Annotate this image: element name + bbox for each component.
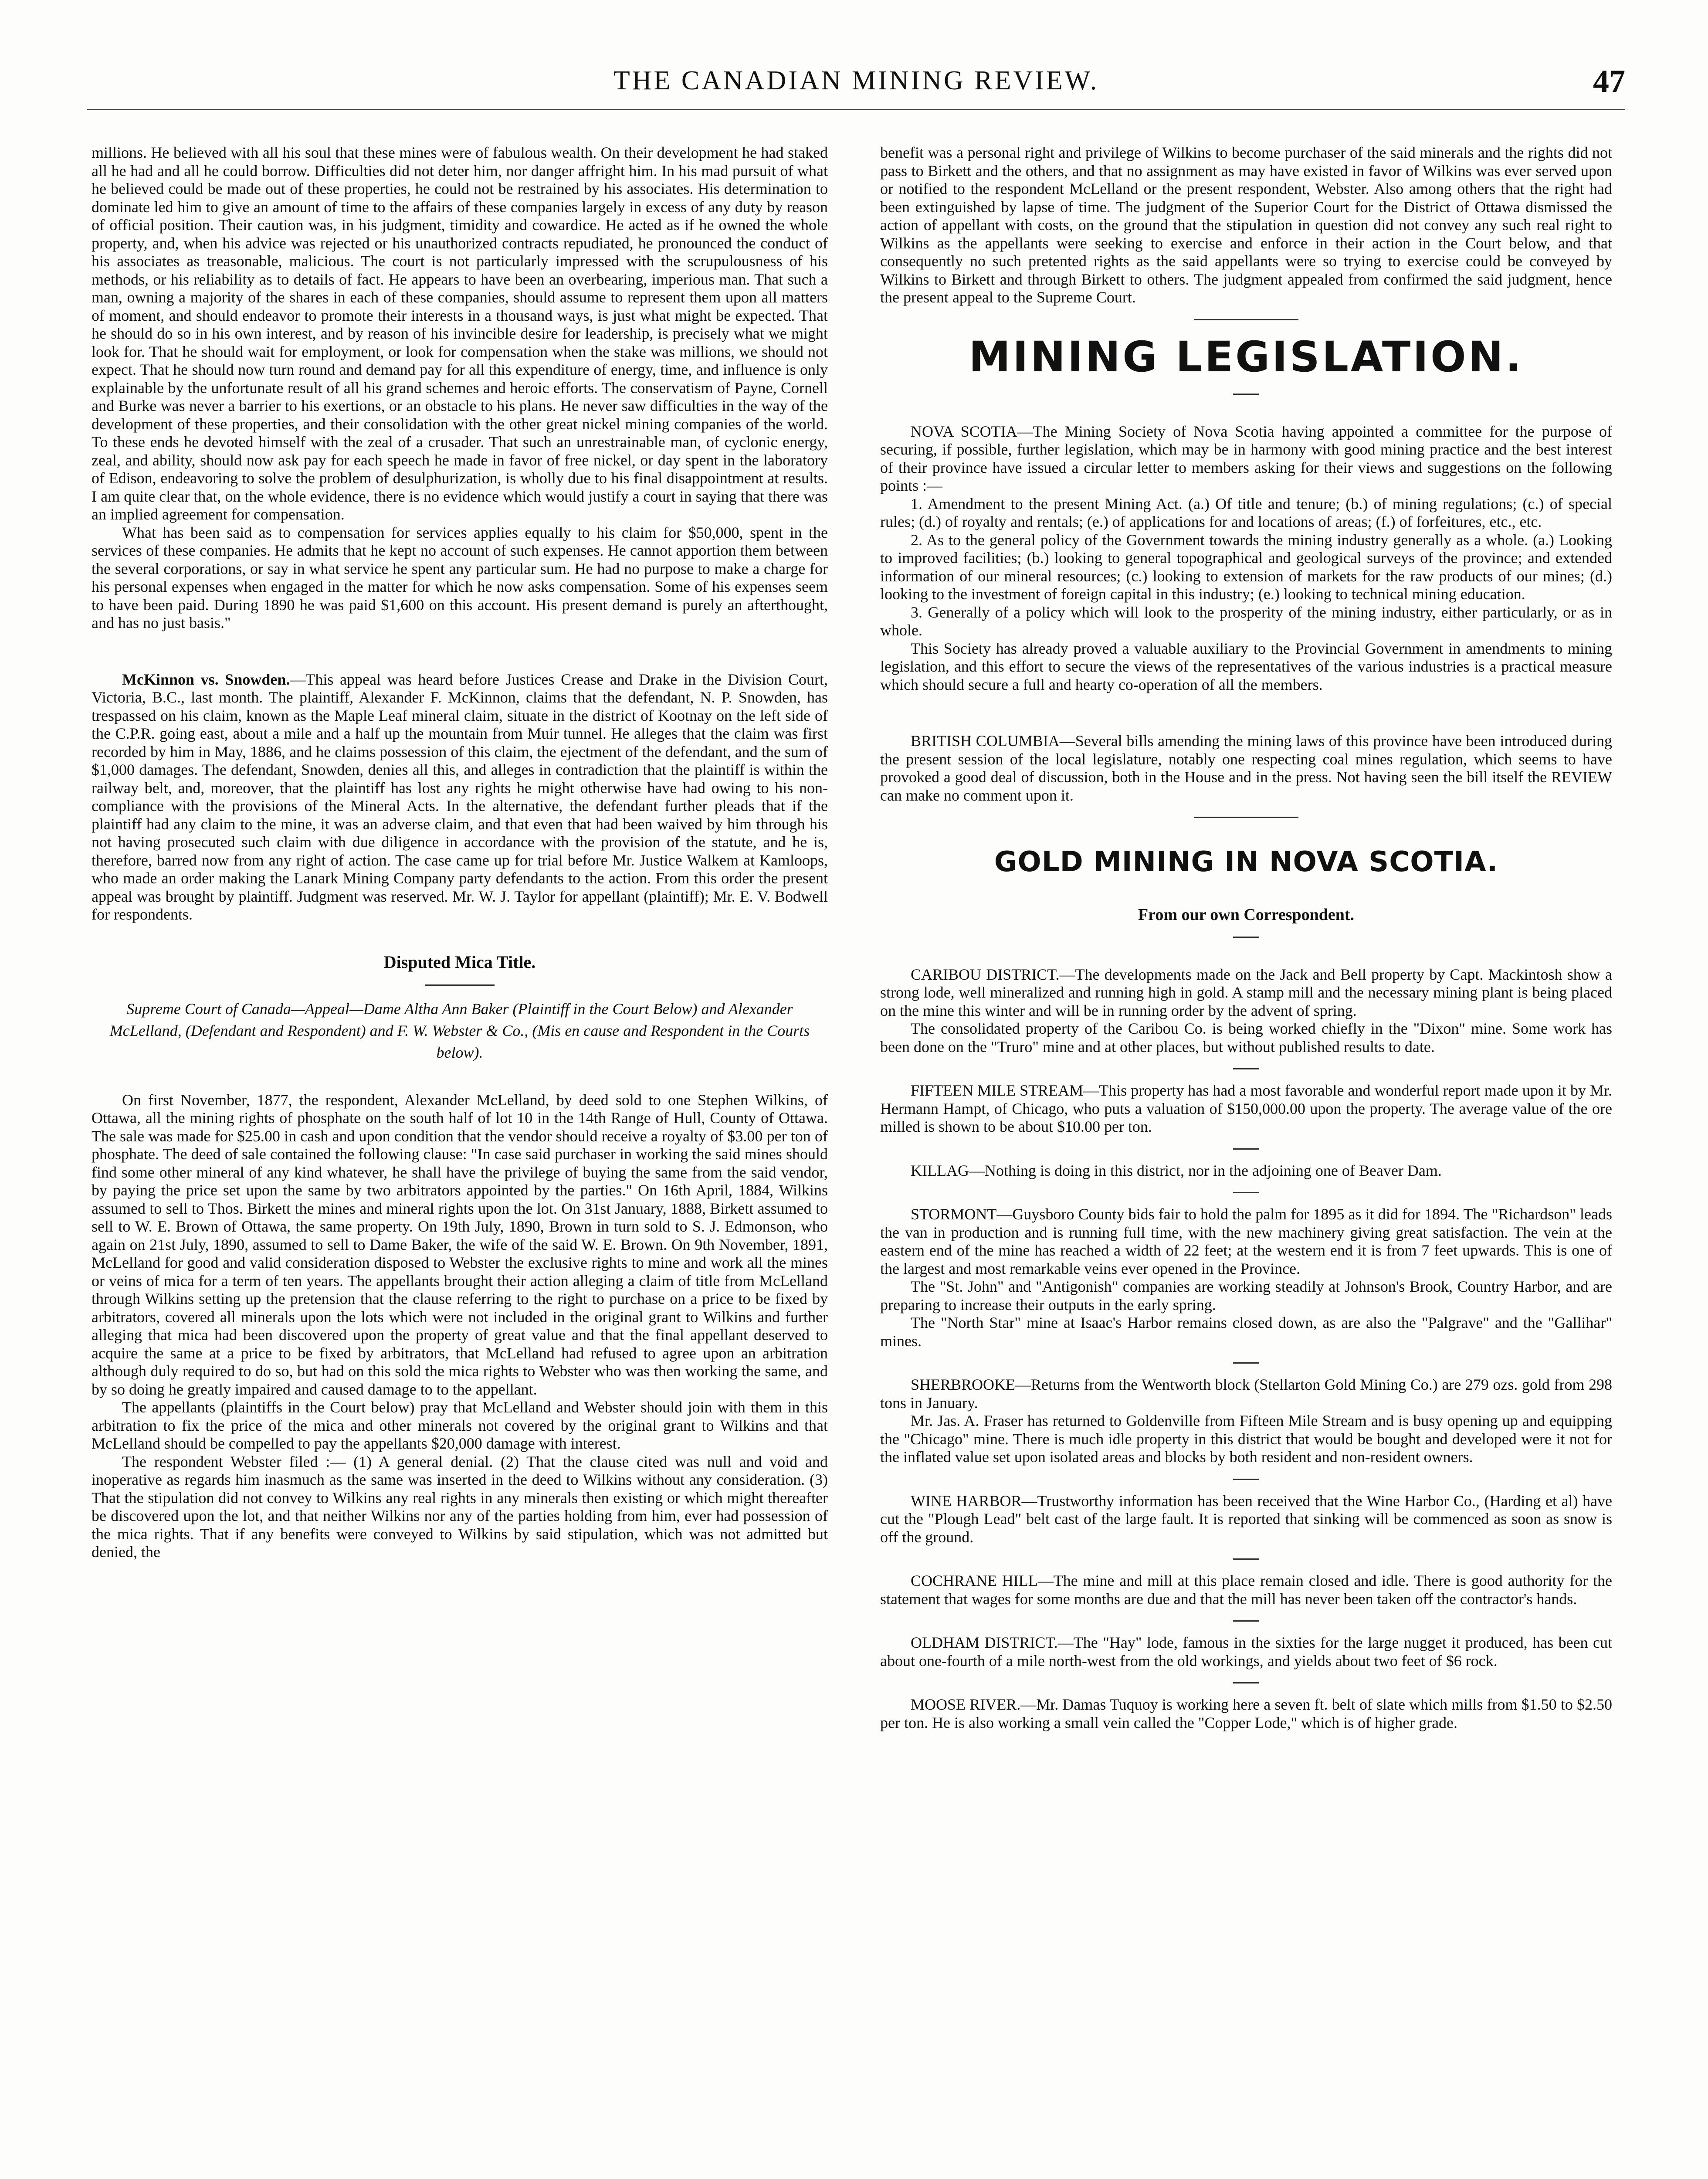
- district-report: The consolidated property of the Caribou Co. is being worked chiefly in the "Dixon" mine. Some work has been done on the "Truro" mine and at other places, but without published results to date.: [880, 1020, 1612, 1056]
- page-header: [87, 65, 1625, 113]
- header-rule: [87, 109, 1625, 110]
- section-heading: Disputed Mica Title.: [383, 952, 536, 972]
- district-report: SHERBROOKE—Returns from the Wentworth block (Stellarton Gold Mining Co.) are 279 ozs. gold from 298 tons in January.: [880, 1376, 1612, 1412]
- district-report: The "North Star" mine at Isaac's Harbor remains closed down, as are also the "Palgrave" and the "Gallihar" mines.: [880, 1314, 1612, 1350]
- case-body: —This appeal was heard before Justices Crease and Drake in the Division Court, Victoria, B.C., last month. The plaintiff, Alexander F. McKinnon, claims that the defendant, N. P. Snowden, has trespassed on his claim, known as the Maple Leaf mineral claim, situate in the district of Kootnay on the left side of the C.P.R. going east, about a mile and a half up the mountain from Muir tunnel. He alleges that the claim was first recorded by him in May, 1886, and he claims possession of this claim, the ejectment of the defendant, and the sum of $1,000 damages. The defendant, Snowden, denies all this, and alleges in contradiction that the plaintiff is within the railway belt, and, moreover, that the plaintiff has lost any rights he might otherwise have had owing to his non-compliance with the provisions of the Mineral Acts. In the alternative, the defendant further pleads that if the plaintiff had any claim to the mine, it was an adverse claim, and that even that had been waived by him through his not having prosecuted such claim with due diligence in accordance with the provision of the statute, and he is, therefore, barred now from any right of action. The case came up for trial before Mr. Justice Walkem at Kamloops, who made an order making the Lanark Mining Company party defendants to the action. From this order the present appeal was brought by plaintiff. Judgment was reserved. Mr. W. J. Taylor for appellant (plaintiff); Mr. E. V. Bodwell for respondents.: [92, 670, 828, 923]
- district-report: The "St. John" and "Antigonish" companies are working steadily at Johnson's Brook, Country Harbor, and are preparing to increase their outputs in the early spring.: [880, 1278, 1612, 1314]
- district-report: FIFTEEN MILE STREAM—This property has had a most favorable and wonderful report made upon it by Mr. Hermann Hampt, of Chicago, who puts a valuation of $150,000.00 upon the property. The average value of the ore milled is shown to be about $10.00 per ton.: [880, 1082, 1612, 1135]
- page-number: 47: [1593, 64, 1625, 99]
- district-report: STORMONT—Guysboro County bids fair to hold the palm for 1895 as it did for 1894. The "Richardson" leads the van in production and is running full time, with the new machinery giving great satisfaction. The vein at the eastern end of the mine has reached a width of 22 feet; at the western end it is from 7 feet upwards. This is one of the largest and most remarkable veins ever opened in the Province.: [880, 1205, 1612, 1277]
- case-title: McKinnon vs. Snowden.: [122, 670, 290, 688]
- nova-scotia-intro: NOVA SCOTIA—The Mining Society of Nova Scotia having appointed a committee for the purpose of securing, if possible, further legislation, which may be in harmony with good mining practice and the best interest of their province have issued a circular letter to members asking for their views and suggestions on the following points :—: [880, 422, 1612, 494]
- article-paragraph: This Society has already proved a valuable auxiliary to the Provincial Government in amendments to mining legislation, and this effort to secure the views of the representatives of the various industries is a practical measure which should secure a full and hearty co-operation of all the members.: [880, 639, 1612, 693]
- article-paragraph: The appellants (plaintiffs in the Court below) pray that McLelland and Webster should join with them in this arbitration to fix the price of the mica and other minerals not covered by the original grant to Wilkins and that McLelland should be compelled to pay the appellants $20,000 damage with interest.: [92, 1398, 828, 1452]
- article-paragraph: What has been said as to compensation for services applies equally to his claim for $50,000, spent in the services of these companies. He admits that he kept no account of such expenses. He cannot apportion them between the several corporations, or say in what service he spent any particular sum. He had no purpose to make a charge for his personal expenses when engaged in the matter for which he now asks compensation. Some of his expenses seem to have been paid. During 1890 he was paid $1,600 on this account. His present demand is purely an afterthought, and has no just basis.": [92, 523, 828, 631]
- district-report: KILLAG—Nothing is doing in this district, nor in the adjoining one of Beaver Dam.: [911, 1161, 1442, 1179]
- correspondent-byline: From our own Correspondent.: [1138, 906, 1355, 924]
- section-title-gold-mining: GOLD MINING IN NOVA SCOTIA.: [994, 846, 1498, 878]
- court-citation: Supreme Court of Canada—Appeal—Dame Altha Ann Baker (Plaintiff in the Court Below) and Alexander McLelland, (Defendant and Respondent) and F. W. Webster & Co., (Mis en cause and Respondent in the Courts below).: [109, 1000, 810, 1061]
- article-paragraph: The respondent Webster filed :— (1) A general denial. (2) That the clause cited was null and void and inoperative as regards him inasmuch as the same was inserted in the deed to Wilkins without any consideration. (3) That the stipulation did not convey to Wilkins any real rights in any minerals then existing or which might thereafter be discovered upon the lot, and that neither Wilkins nor any of the parties holding from him, ever had possession of the mica rights. That if any benefits were conveyed to Wilkins by said stipulation, which was not admitted but denied, the: [92, 1453, 828, 1561]
- journal-title: THE CANADIAN MINING REVIEW.: [613, 66, 1099, 95]
- list-item: 1. Amendment to the present Mining Act. (a.) Of title and tenure; (b.) of mining regulations; (c.) of special rules; (d.) of royalty and rentals; (e.) of applications for and locations of areas; (f.) of forfeitures, etc., etc.: [880, 495, 1612, 530]
- british-columbia-note: BRITISH COLUMBIA—Several bills amending the mining laws of this province have been introduced during the present session of the local legislature, notably one respecting coal mines regulation, which seems to have provoked a good deal of discussion, both in the House and in the press. Not having seen the bill itself the REVIEW can make no comment upon it.: [880, 732, 1612, 804]
- district-report: MOOSE RIVER.—Mr. Damas Tuquoy is working here a seven ft. belt of slate which mills from $1.50 to $2.50 per ton. He is also working a small vein called the "Copper Lode," which is of higher grade.: [880, 1696, 1612, 1731]
- case-mckinnon: [92, 671, 828, 924]
- district-report: Mr. Jas. A. Fraser has returned to Goldenville from Fifteen Mile Stream and is busy opening up and equipping the "Chicago" mine. There is much idle property in this district that would be bought and developed were it not for the inflated value set upon isolated areas and blocks by both resident and non-resident owners.: [880, 1412, 1612, 1466]
- list-item: 3. Generally of a policy which will look to the prosperity of the mining industry, either particularly, or as in whole.: [880, 603, 1612, 639]
- left-column: [92, 144, 828, 1561]
- district-report: OLDHAM DISTRICT.—The "Hay" lode, famous in the sixties for the large nugget it produced, has been cut about one-fourth of a mile north-west from the old workings, and yields about two feet of $6 rock.: [880, 1634, 1612, 1670]
- district-report: CARIBOU DISTRICT.—The developments made on the Jack and Bell property by Capt. Mackintosh show a strong lode, well mineralized and running high in gold. A stamp mill and the necessary mining plant is being placed on the mine this winter and will be in running order by the advent of spring.: [880, 965, 1612, 1019]
- district-report: COCHRANE HILL—The mine and mill at this place remain closed and idle. There is good authority for the statement that wages for some months are due and that the mill has never been taken off the contractor's hands.: [880, 1572, 1612, 1608]
- article-paragraph: On first November, 1877, the respondent, Alexander McLelland, by deed sold to one Stephen Wilkins, of Ottawa, all the mining rights of phosphate on the south half of lot 10 in the 14th Range of Hull, County of Ottawa. The sale was made for $25.00 in cash and upon condition that the vendor should receive a royalty of $3.00 per ton of phosphate. The deed of sale contained the following clause: "In case said purchaser in working the said mines should find some other mineral of any kind whatever, he shall have the privilege of buying the same from the said vendor, by paying the price set upon the same by two arbitrators appointed by the parties." On 16th April, 1884, Wilkins assumed to sell to Thos. Birkett the mines and mineral rights upon the lot. On 31st January, 1888, Birkett assumed to sell to W. E. Brown of Ottawa, the same property. On 19th July, 1890, Brown in turn sold to S. J. Edmonson, who again on 21st July, 1890, assumed to sell to Dame Baker, the wife of the said W. E. Brown. On 9th November, 1891, McLelland for good and valid consideration disposed to Webster the exclusive rights to mine and work all the mines or veins of mica for a term of ten years. The appellants brought their action alleging a claim of title from McLelland through Wilkins setting up the pretension that the clause referring to the right to purchase on a price to be fixed by arbitrators, covered all minerals upon the lots which were not included in the original grant to Wilkins and further alleging that mica had been discovered upon the property of great value and that the final appellant deserved to acquire the same at a price to be fixed by arbitrators, that McLelland had refused to agree upon an arbitration although duly required to do so, but had on this sold the mica rights to Webster who was then working the same, and by so doing he greatly impaired and caused damage to to the appellant.: [92, 1091, 828, 1398]
- article-continuation: benefit was a personal right and privilege of Wilkins to become purchaser of the said minerals and the rights did not pass to Birkett and the others, and that no assignment as may have existed in favor of Wilkins was ever served upon or notified to the respondent McLelland or the present respondent, Webster. Also among others that the right had been extinguished by lapse of time. The judgment of the Superior Court for the District of Ottawa dismissed the action of appellant with costs, on the ground that the stipulation in question did not convey any such real right to Wilkins as the appellants were seeking to exercise and enforce in their action in the Court below, and that consequently no such pretented rights as the said appellants were so trying to exercise could be conveyed by Wilkins to Birkett and through Birkett to others. The judgment appealed from confirmed the said judgment, hence the present appeal to the Supreme Court.: [880, 144, 1612, 306]
- district-report: WINE HARBOR—Trustworthy information has been received that the Wine Harbor Co., (Harding et al) have cut the "Plough Lead" belt cast of the large fault. It is reported that sinking will be commenced as soon as snow is off the ground.: [880, 1492, 1612, 1546]
- list-item: 2. As to the general policy of the Government towards the mining industry generally as a whole. (a.) Looking to improved facilities; (b.) looking to general topographical and geological surveys of the province; and extended information of our mineral resources; (c.) looking to extension of markets for the raw products of our mines; (d.) looking to the investment of foreign capital in this industry; (e.) looking to technical mining education.: [880, 531, 1612, 603]
- right-column: [880, 144, 1612, 1732]
- article-continuation: millions. He believed with all his soul that these mines were of fabulous wealth. On their development he had staked all he had and all he could borrow. Difficulties did not deter him, nor danger affright him. In his mad pursuit of what he believed could be made out of these properties, he could not be restrained by his associates. His determination to dominate led him to give an amount of time to the affairs of these companies largely in excess of any duty by reason of official position. Their caution was, in his judgment, timidity and cowardice. He acted as if he owned the whole property, and, when his advice was rejected or his unauthorized contracts repudiated, he pronounced the conduct of his associates as treasonable, malicious. The court is not particularly impressed with the scrupulousness of his methods, or his reliability as to details of fact. He appears to have been an overbearing, imperious man. That such a man, owning a majority of the shares in each of these companies, should assume to represent them upon all matters of moment, and should endeavor to promote their interests in a thousand ways, is just what might be expected. That he should do so in his own interest, and by reason of his invincible desire for leadership, is precisely what we might look for. That he should wait for employment, or look for compensation when the stake was millions, we should not expect. That he should now turn round and demand pay for all this expenditure of energy, time, and influence is only explainable by the unfortunate result of all his grand schemes and heroic efforts. The conservatism of Payne, Cornell and Burke was never a barrier to his exertions, or an obstacle to his plans. He never saw difficulties in the way of the development of these properties, and their consolidation with the other great nickel mining companies of the world. To these ends he devoted himself with the zeal of a crusader. That such an unrestrainable man, of cyclonic energy, zeal, and ability, should now ask pay for each speech he made in favor of free nickel, or day spent in the laboratory of Edison, endeavoring to solve the problem of desulphurization, is wholly due to his final disappointment at results. I am quite clear that, on the whole evidence, there is no evidence which would justify a court in saying that there was an implied agreement for compensation.: [92, 144, 828, 523]
- section-title-mining-legislation: MINING LEGISLATION.: [969, 332, 1524, 381]
